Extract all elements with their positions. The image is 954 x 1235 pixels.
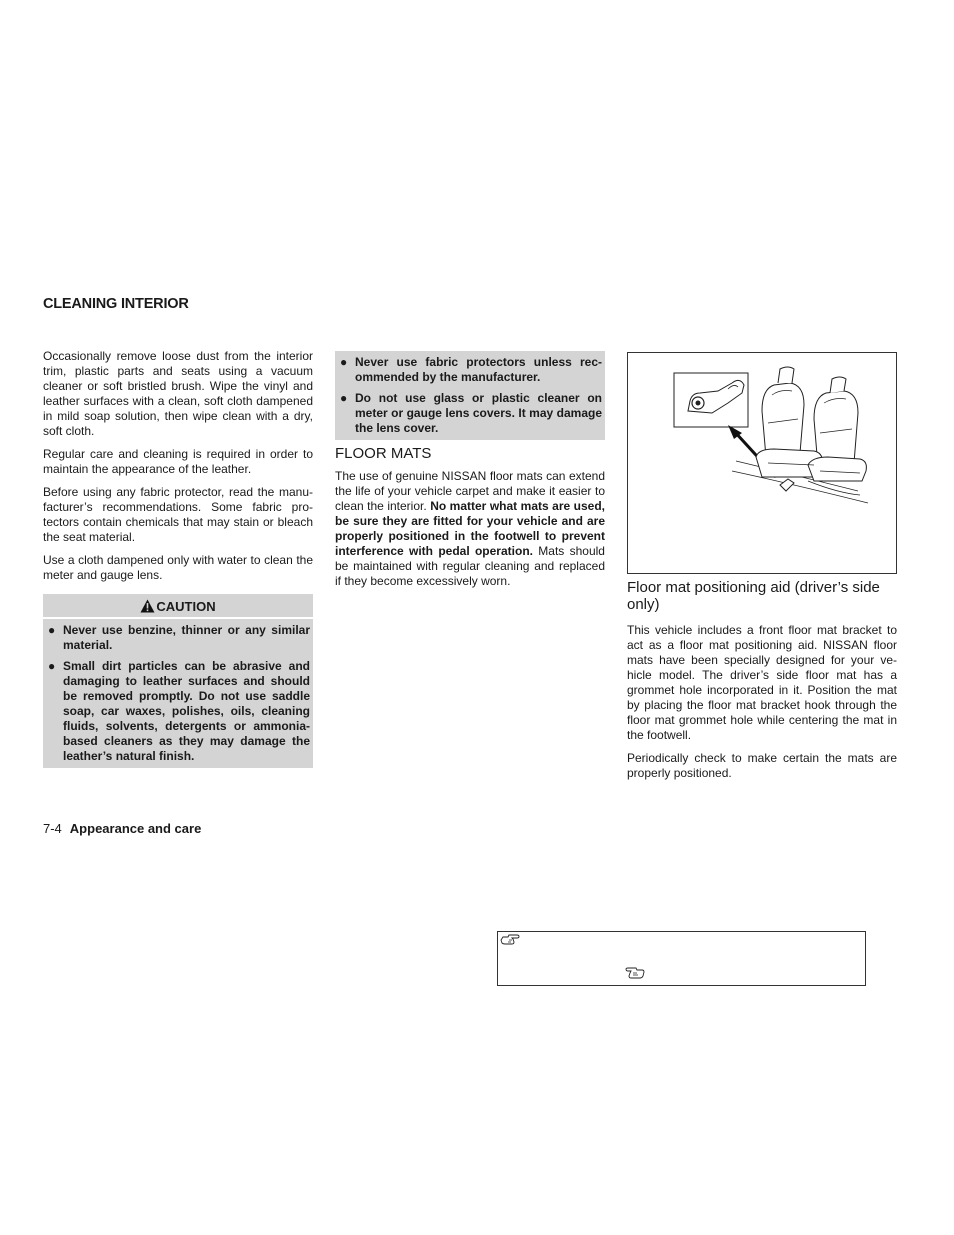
caution-box-continued [335, 351, 605, 440]
caution-heading [43, 597, 313, 619]
caution-item [46, 659, 310, 764]
caution-label: CAUTION [156, 599, 216, 614]
floor-mat-illustration [628, 353, 896, 573]
caution-item [338, 355, 602, 385]
caution-item [338, 391, 602, 436]
bullet-dot: ● [48, 659, 56, 673]
middle-column [335, 351, 605, 597]
paragraph: Regular care and cleaning is required in order to maintain the appearance of the leather. [43, 447, 313, 476]
paragraph: This vehicle includes a front floor mat bracket to act as a floor mat positioning aid. NISSAN floor mats have been specially designed for your vehicle model. The driver’s side floor mat has a grommet hole incorporated in it. Position the mat by placing the floor mat bracket hook through the floor mat grommet hole while centering the mat in the footwell. [627, 623, 897, 742]
bullet-dot: ● [340, 355, 348, 369]
notes-box [497, 931, 866, 986]
floor-mats-paragraph [335, 469, 605, 589]
caution-item-text: Never use benzine, thinner or any similar material. [63, 623, 310, 652]
text-run: The use of genuine NISSAN floor mats can extend the life of your vehicle carpet and make it easier to clean the interior. [335, 469, 605, 513]
figure-caption: Floor mat positioning aid (driver’s side only) [627, 579, 880, 613]
paragraph: Use a cloth dampened only with water to clean the meter and gauge lens. [43, 553, 313, 582]
section-title: CLEANING INTERIOR [43, 296, 189, 312]
page-number: 7-4 [43, 821, 62, 836]
paragraph: Occasionally remove loose dust from the interior trim, plastic parts and seats using a vacuum cleaner or soft bristled brush. Wipe the vinyl and leather surfaces with a clean, soft cloth dampened in mild soap solution, then wipe clean with a dry, soft cloth. [43, 349, 313, 438]
pointing-hand-icon [500, 934, 520, 946]
caution-item-text: Never use fabric protectors unless recommended by the manufacturer. [355, 355, 602, 384]
caution-box [43, 594, 313, 768]
bullet-dot: ● [48, 623, 56, 637]
caution-item-text: Do not use glass or plastic cleaner on meter or gauge lens covers. It may damage the lens cover. [355, 391, 602, 435]
floor-mats-title: FLOOR MATS [335, 445, 432, 462]
bullet-dot: ● [340, 391, 348, 405]
warning-triangle-icon [140, 599, 155, 613]
paragraph: Periodically check to make certain the mats are properly positioned. [627, 751, 897, 780]
bold-text-run: No matter what mats are used, be sure they are fitted for your vehicle and are properly positioned in the footwell to prevent interference with pedal operation. [335, 499, 605, 558]
pointing-hand-icon [625, 967, 645, 979]
left-column [43, 349, 313, 768]
caution-item [46, 623, 310, 653]
paragraph: Before using any fabric protector, read the manufacturer’s recommendations. Some fabric protectors contain chemicals that may stain or bleach the seat material. [43, 485, 313, 544]
footer-section-title: Appearance and care [69, 821, 202, 836]
caution-item-text: Small dirt particles can be abrasive and damaging to leather surfaces and should be removed promptly. Do not use saddle soap, car waxes, polishes, oils, cleaning fluids, solvents, detergents or ammonia-based cleaners as they may damage the leather’s natural finish. [63, 659, 310, 763]
page-footer [43, 821, 201, 836]
right-column [627, 623, 897, 789]
figure-frame [627, 352, 897, 574]
text-run: Mats should be maintained with regular cleaning and replaced if they become excessively worn. [335, 544, 605, 588]
